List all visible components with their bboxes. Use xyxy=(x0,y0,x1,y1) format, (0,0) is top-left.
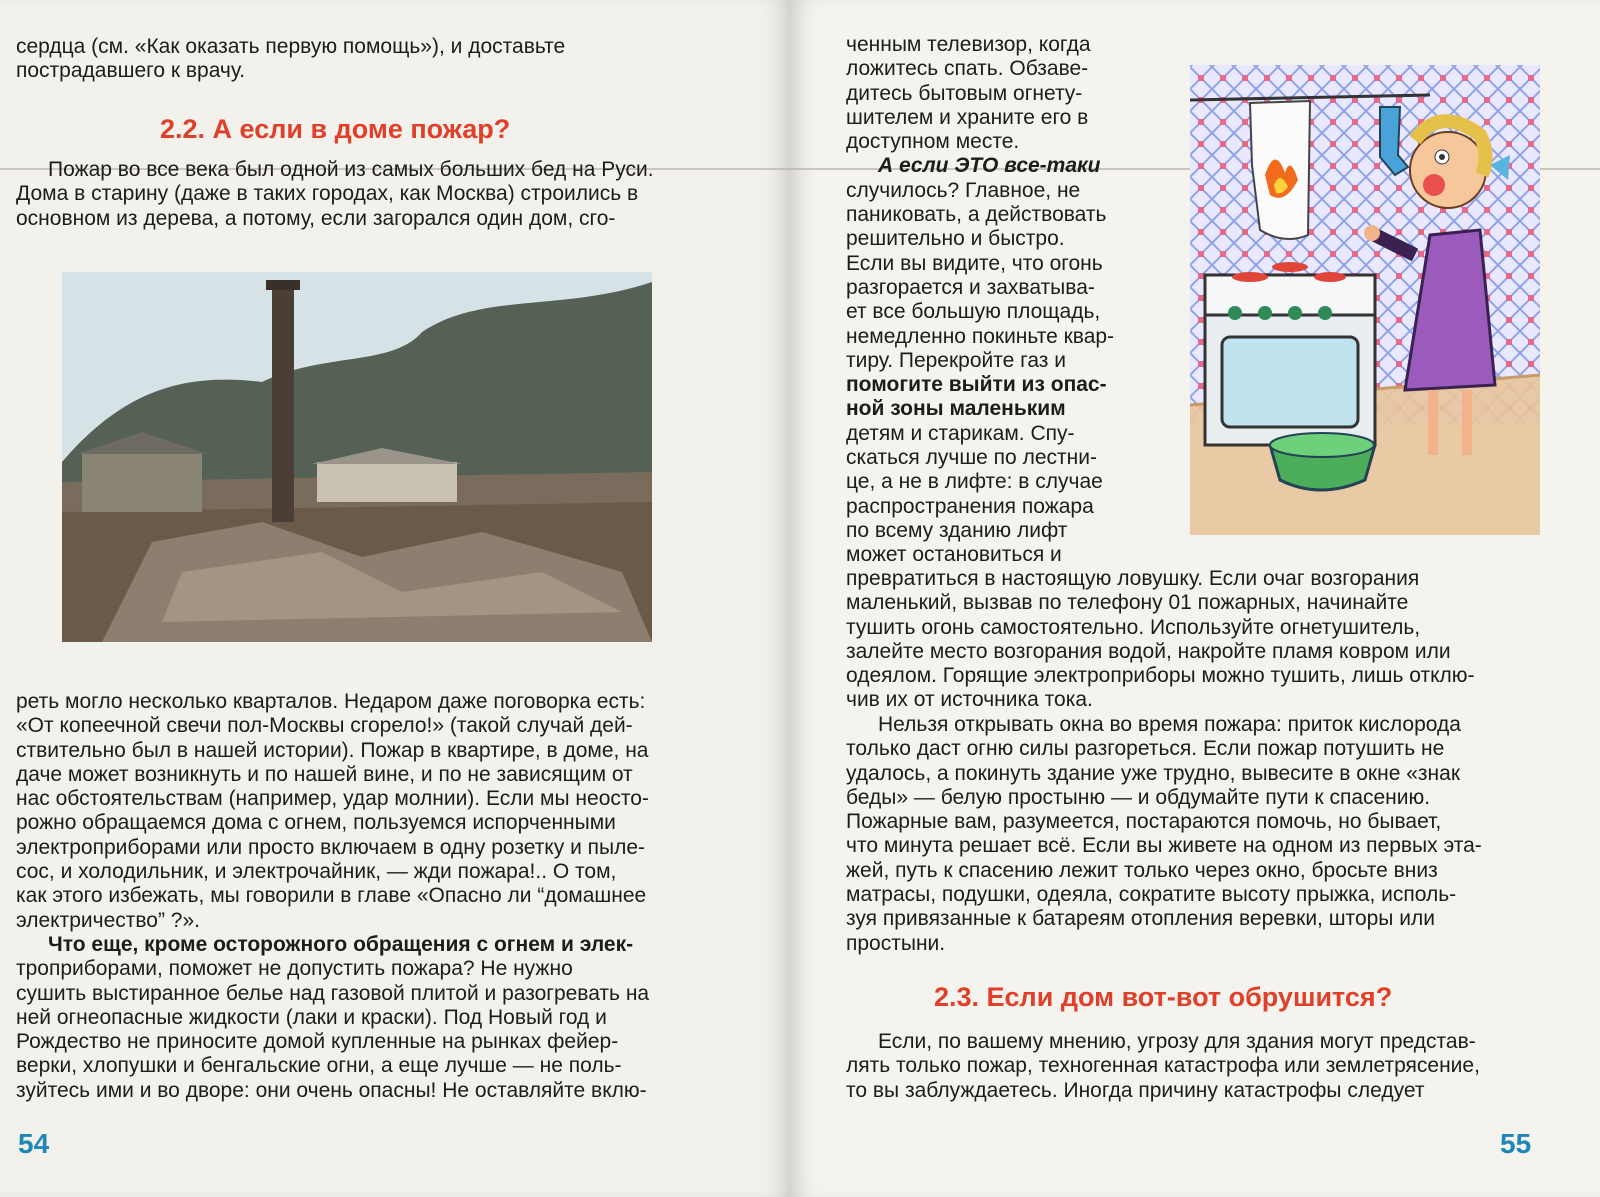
text-line: то вы заблуждаетесь. Иногда причину катастрофы следует xyxy=(846,1078,1425,1102)
left-paragraph-3 xyxy=(16,933,708,1103)
text-line: ет все большую площадь, xyxy=(846,300,1101,324)
text-line: детям и старикам. Спу- xyxy=(846,421,1075,445)
text-line: рожно обращаемся дома с огнем, пользуемся испорченными xyxy=(16,811,616,835)
text-line: залейте место возгорания водой, накройте пламя ковром или xyxy=(846,639,1451,663)
text-line: одеялом. Горящие электроприборы можно тушить, лишь отклю- xyxy=(846,664,1475,688)
text-line: троприборами, поможет не допустить пожара? Не нужно xyxy=(16,957,573,981)
text-line: нас обстоятельствам (например, удар молнии). Если мы неосто- xyxy=(16,787,649,811)
text-line: дитесь бытовым огнету- xyxy=(846,81,1083,105)
text-line: распространения пожара xyxy=(846,494,1094,518)
text-line: ной зоны маленьким xyxy=(846,397,1066,421)
text-line: паниковать, а действовать xyxy=(846,203,1107,227)
text-line: по всему зданию лифт xyxy=(846,518,1068,542)
page-number: 54 xyxy=(18,1128,50,1159)
right-full-text-2 xyxy=(846,713,1536,956)
left-top-lines xyxy=(16,35,708,84)
text-line: Пожар во все века был одной из самых больших бед на Руси. xyxy=(48,158,654,181)
text-line: Пожарные вам, разумеется, постараются помочь, но бывает, xyxy=(846,810,1442,834)
text-line: Что еще, кроме осторожного обращения с огнем и элек- xyxy=(48,933,634,956)
text-line: це, а не в лифте: в случае xyxy=(846,470,1103,494)
text-line: может остановиться и xyxy=(846,543,1062,567)
text-line: ложитесь спать. Обзаве- xyxy=(846,57,1089,81)
text-line: разгорается и захватыва- xyxy=(846,275,1095,299)
text-line: случилось? Главное, не xyxy=(846,178,1081,202)
text-line: даче может возникнуть и по нашей вине, и по не зависящим от xyxy=(16,762,633,786)
text-line: лять только пожар, техногенная катастрофа или землетрясение, xyxy=(846,1054,1480,1078)
kitchen-fire-illustration xyxy=(1190,45,1540,535)
text-line: помогите выйти из опас- xyxy=(846,373,1107,397)
text-line: сушить выстиранное белье над газовой плитой и разогревать на xyxy=(16,981,650,1005)
text-line: ченным телевизор, когда xyxy=(846,33,1091,56)
text-line: тушить огонь самостоятельно. Используйте огнетушитель, xyxy=(846,615,1421,639)
text-line: верки, хлопушки и бенгальские огни, а еще лучше — не поль- xyxy=(16,1054,622,1078)
text-line: ствительно был в нашей истории). Пожар в квартире, в доме, на xyxy=(16,738,649,762)
text-line: основном из дерева, а потому, если загорался один дом, сго- xyxy=(16,206,616,230)
text-line: чив их от источника тока. xyxy=(846,688,1093,712)
text-line: реть могло несколько кварталов. Недаром даже поговорка есть: xyxy=(16,690,646,713)
text-line: пострадавшего к врачу. xyxy=(16,59,246,83)
left-paragraph-2 xyxy=(16,690,708,933)
left-paragraph-1 xyxy=(16,158,708,231)
text-line: Если вы видите, что огонь xyxy=(846,251,1103,275)
text-line: превратиться в настоящую ловушку. Если очаг возгорания xyxy=(846,567,1420,590)
burned-house-photo xyxy=(62,272,652,642)
page-number: 55 xyxy=(1500,1128,1532,1159)
left-page xyxy=(0,0,790,1197)
section-heading: 2.3. Если дом вот-вот обрушится? xyxy=(934,982,1393,1012)
text-line: что минута решает всё. Если вы живете на одном из первых эта- xyxy=(846,834,1482,858)
text-line: Дома в старину (даже в таких городах, как Москва) строились в xyxy=(16,182,639,206)
text-line: матрасы, подушки, одеяла, сократите высоту прыжка, исполь- xyxy=(846,883,1457,907)
text-line: зуя привязанные к батареям отопления веревки, шторы или xyxy=(846,907,1435,931)
burned-house-photo-graphic xyxy=(62,272,652,642)
text-line: удалось, а покинуть здание уже трудно, вывесите в окне «знак xyxy=(846,761,1461,785)
text-line: «От копеечной свечи пол-Москвы сгорело!» (такой случай дей- xyxy=(16,714,633,738)
text-line: сердца (см. «Как оказать первую помощь»), и доставьте xyxy=(16,35,566,58)
text-line: решительно и быстро. xyxy=(846,227,1065,251)
text-line: зуйтесь ими и во дворе: они очень опасны! Не оставляйте вклю- xyxy=(16,1078,647,1102)
text-line: доступном месте. xyxy=(846,130,1020,154)
text-line: беды» — белую простыню — и обдумайте пути к спасению. xyxy=(846,785,1431,809)
right-narrow-column xyxy=(846,33,1130,568)
text-line: маленький, вызвав по телефону 01 пожарных, начинайте xyxy=(846,591,1409,615)
text-line: тиру. Перекройте газ и xyxy=(846,348,1066,372)
text-line: Рождество не приносите домой купленные на рынках фейер- xyxy=(16,1030,619,1054)
text-line: скаться лучше по лестни- xyxy=(846,446,1097,470)
text-line: сос, и холодильник, и электрочайник, — жди пожара!.. О том, xyxy=(16,860,617,884)
text-line: жей, путь к спасению лежит только через окно, бросьте вниз xyxy=(846,858,1438,882)
kitchen-fire-illustration-graphic xyxy=(1190,45,1540,535)
text-line: А если ЭТО все-таки xyxy=(878,154,1101,178)
text-line: ней огнеопасные жидкости (лаки и краски). Под Новый год и xyxy=(16,1005,607,1029)
section-heading: 2.2. А если в доме пожар? xyxy=(160,114,511,144)
text-line: Нельзя открывать окна во время пожара: приток кислорода xyxy=(878,713,1461,736)
text-line: как этого избежать, мы говорили в главе «Опасно ли “домашнее xyxy=(16,884,647,908)
text-line: электричество” ?». xyxy=(16,908,200,932)
text-line: простыни. xyxy=(846,931,946,955)
text-line: электроприборами или просто включаем в одну розетку и пыле- xyxy=(16,835,646,859)
right-full-text-1 xyxy=(846,567,1536,713)
text-line: немедленно покиньте квар- xyxy=(846,324,1115,348)
text-line: шителем и храните его в xyxy=(846,105,1089,129)
right-full-text-3 xyxy=(846,1030,1536,1103)
text-line: Если, по вашему мнению, угрозу для здания могут представ- xyxy=(878,1030,1476,1053)
text-line: только даст огню силы разгореться. Если пожар потушить не xyxy=(846,737,1445,761)
